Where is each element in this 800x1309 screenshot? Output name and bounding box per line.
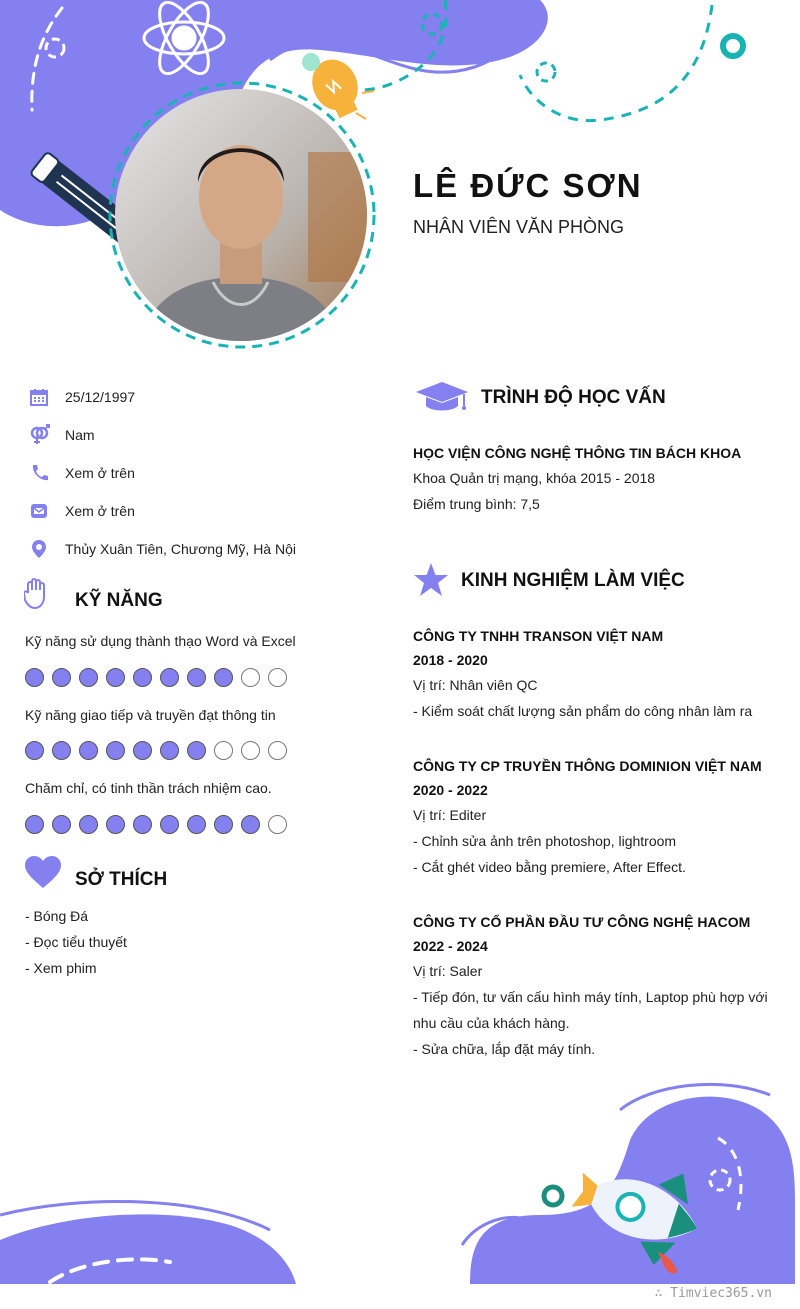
skill-rating: [25, 741, 287, 760]
company-name: CÔNG TY CP TRUYỀN THÔNG DOMINION VIỆT NAM: [413, 758, 762, 774]
rating-dot-filled: [79, 815, 98, 834]
info-email: [28, 499, 135, 523]
birthdate-text: 25/12/1997: [65, 389, 136, 405]
rating-dot-filled: [106, 668, 125, 687]
rating-dot-filled: [187, 741, 206, 760]
education-detail: Khoa Quản trị mạng, khóa 2015 - 2018: [413, 470, 656, 486]
rating-dot-empty: [241, 668, 260, 687]
skill-label: Kỹ năng sử dụng thành thạo Word và Excel: [25, 633, 296, 649]
rating-dot-filled: [241, 815, 260, 834]
school-name: HỌC VIỆN CÔNG NGHỆ THÔNG TIN BÁCH KHOA: [413, 445, 742, 461]
rating-dot-filled: [160, 741, 179, 760]
phone-text: Xem ở trên: [65, 465, 135, 481]
rating-dot-filled: [79, 668, 98, 687]
hand-icon: [24, 578, 48, 615]
job-title: NHÂN VIÊN VĂN PHÒNG: [413, 217, 625, 237]
rating-dot-filled: [25, 815, 44, 834]
rating-dot-filled: [25, 668, 44, 687]
rating-dot-filled: [106, 815, 125, 834]
rating-dot-filled: [214, 815, 233, 834]
hobby-item: - Xem phim: [25, 960, 97, 976]
rating-dot-filled: [133, 741, 152, 760]
skill-label: Kỹ năng giao tiếp và truyền đạt thông tin: [25, 707, 276, 723]
rating-dot-filled: [133, 815, 152, 834]
rating-dot-filled: [187, 668, 206, 687]
experience-heading: KINH NGHIỆM LÀM VIỆC: [461, 570, 685, 591]
gender-text: Nam: [65, 427, 95, 443]
rating-dot-empty: [268, 815, 287, 834]
info-birthdate: [28, 385, 136, 409]
hobby-item: - Bóng Đá: [25, 908, 89, 924]
skills-heading: KỸ NĂNG: [75, 590, 163, 611]
rating-dot-filled: [160, 668, 179, 687]
job-period: 2020 - 2022: [413, 782, 488, 798]
job-task: nhu cầu của khách hàng.: [413, 1015, 570, 1031]
job-task: - Cắt ghét video bằng premiere, After Effect.: [413, 859, 686, 875]
rating-dot-filled: [214, 668, 233, 687]
job-task: - Kiểm soát chất lượng sản phẩm do công nhân làm ra: [413, 703, 753, 719]
rating-dot-empty: [268, 668, 287, 687]
profile-photo: [108, 82, 374, 348]
email-text: Xem ở trên: [65, 503, 135, 519]
job-task: - Sửa chữa, lắp đặt máy tính.: [413, 1041, 596, 1057]
job-period: 2022 - 2024: [413, 938, 488, 954]
job-position: Vị trí: Editer: [413, 807, 487, 823]
heart-icon: [25, 856, 61, 895]
candidate-name: LÊ ĐỨC SƠN: [413, 167, 643, 204]
info-gender: [28, 423, 95, 447]
email-icon: [28, 500, 50, 522]
company-name: CÔNG TY CỔ PHẦN ĐẦU TƯ CÔNG NGHỆ HACOM: [413, 914, 751, 930]
education-heading: TRÌNH ĐỘ HỌC VẤN: [481, 387, 666, 408]
info-phone: [28, 461, 135, 485]
star-icon: [413, 562, 449, 603]
rating-dot-empty: [214, 741, 233, 760]
calendar-icon: [28, 386, 50, 408]
rating-dot-filled: [25, 741, 44, 760]
skill-rating: [25, 668, 287, 687]
skill-rating: [25, 815, 287, 834]
rating-dot-filled: [52, 815, 71, 834]
job-task: - Chỉnh sửa ảnh trên photoshop, lightroom: [413, 833, 677, 849]
job-position: Vị trí: Nhân viên QC: [413, 677, 538, 693]
address-text: Thủy Xuân Tiên, Chương Mỹ, Hà Nội: [65, 541, 296, 557]
rating-dot-filled: [52, 741, 71, 760]
company-name: CÔNG TY TNHH TRANSON VIỆT NAM: [413, 628, 664, 644]
hobbies-heading: SỞ THÍCH: [75, 869, 168, 890]
info-address: [28, 537, 296, 561]
graduation-cap-icon: [414, 380, 470, 419]
watermark: ∴ Timviec365.vn: [654, 1286, 772, 1301]
job-position: Vị trí: Saler: [413, 963, 483, 979]
rating-dot-filled: [160, 815, 179, 834]
rating-dot-filled: [133, 668, 152, 687]
rating-dot-filled: [187, 815, 206, 834]
rating-dot-filled: [79, 741, 98, 760]
rating-dot-empty: [241, 741, 260, 760]
phone-icon: [28, 462, 50, 484]
rating-dot-empty: [268, 741, 287, 760]
job-period: 2018 - 2020: [413, 652, 488, 668]
gender-icon: [28, 424, 50, 446]
hobby-item: - Đọc tiểu thuyết: [25, 934, 127, 950]
rating-dot-filled: [106, 741, 125, 760]
location-pin-icon: [28, 538, 50, 560]
rating-dot-filled: [52, 668, 71, 687]
skill-label: Chăm chỉ, có tinh thần trách nhiệm cao.: [25, 780, 272, 796]
education-gpa: Điểm trung bình: 7,5: [413, 496, 540, 512]
job-task: - Tiếp đón, tư vấn cấu hình máy tính, Laptop phù hợp với: [413, 989, 768, 1005]
